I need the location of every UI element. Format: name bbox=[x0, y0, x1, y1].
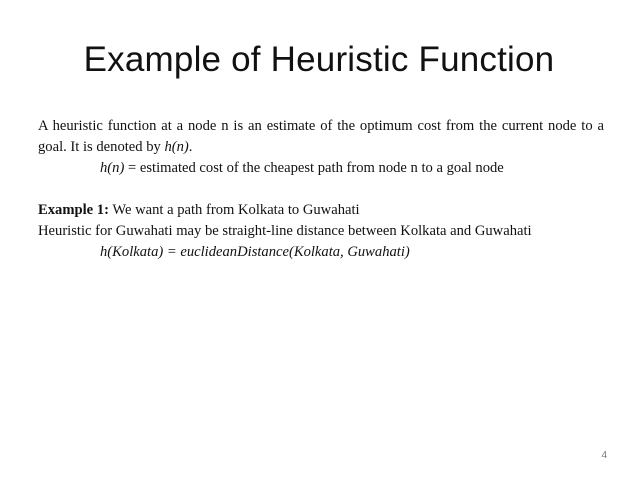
definition-end: . bbox=[188, 139, 193, 155]
example-line bbox=[38, 200, 604, 221]
heuristic-line: Heuristic for Guwahati may be straight-line distance between Kolkata and Guwahati bbox=[38, 223, 532, 239]
example-label: Example 1: bbox=[38, 202, 109, 218]
formula-lhs: h(n) bbox=[100, 160, 125, 176]
definition-notation: h(n) bbox=[164, 139, 189, 155]
definition-text: A heuristic function at a node n is an estimate of the optimum cost from the current node to a goal. It is denoted by bbox=[38, 118, 604, 155]
formula-rhs: = estimated cost of the cheapest path from node n to a goal node bbox=[124, 160, 504, 176]
slide-title: Example of Heuristic Function bbox=[83, 40, 555, 79]
spacer bbox=[38, 179, 604, 200]
example-formula: h(Kolkata) = euclideanDistance(Kolkata, Guwahati) bbox=[100, 244, 410, 260]
definition-paragraph bbox=[38, 116, 604, 158]
example-text: We want a path from Kolkata to Guwahati bbox=[108, 202, 360, 218]
page-number: 4 bbox=[601, 450, 607, 461]
formula-line bbox=[38, 158, 604, 179]
slide-body bbox=[38, 116, 604, 263]
